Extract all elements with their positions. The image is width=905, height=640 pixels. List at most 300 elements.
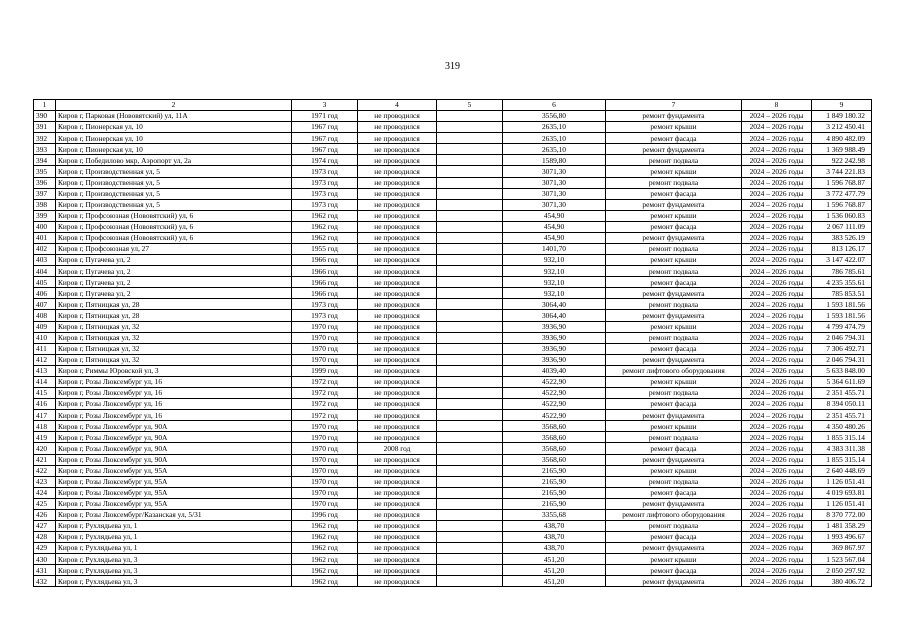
area-cell: 3568,60 [503, 432, 606, 443]
row-number-cell: 408 [34, 310, 56, 321]
cost-cell: 4 350 480.26 [812, 421, 872, 432]
last-repair-cell: не проводился [358, 210, 437, 221]
address-cell: Киров г, Розы Люксембург ул, 95А [56, 487, 292, 498]
work-type-cell: ремонт фасада [606, 443, 742, 454]
extra-cell [437, 111, 503, 122]
last-repair-cell: не проводился [358, 554, 437, 565]
table-row [34, 520, 872, 531]
work-type-cell: ремонт фундамента [606, 498, 742, 509]
period-cell: 2024 – 2026 годы [742, 144, 812, 155]
period-cell: 2024 – 2026 годы [742, 177, 812, 188]
address-cell: Киров г, Розы Люксембург ул, 90А [56, 432, 292, 443]
cost-cell: 2 046 794.31 [812, 354, 872, 365]
cost-cell: 1 849 180.32 [812, 111, 872, 122]
area-cell: 451,20 [503, 576, 606, 587]
last-repair-cell: не проводился [358, 155, 437, 166]
area-cell: 2165,90 [503, 476, 606, 487]
last-repair-cell: не проводился [358, 188, 437, 199]
table-row [34, 388, 872, 399]
area-cell: 3071,30 [503, 188, 606, 199]
extra-cell [437, 343, 503, 354]
work-type-cell: ремонт фасада [606, 221, 742, 232]
area-cell: 3064,40 [503, 310, 606, 321]
work-type-cell: ремонт подвала [606, 299, 742, 310]
table-row [34, 421, 872, 432]
build-year-cell: 1973 год [292, 299, 358, 310]
extra-cell [437, 554, 503, 565]
address-cell: Киров г, Розы Люксембург ул, 16 [56, 410, 292, 421]
work-type-cell: ремонт крыши [606, 166, 742, 177]
table-row [34, 432, 872, 443]
address-cell: Киров г, Пугачева ул, 2 [56, 255, 292, 266]
cost-cell: 8 370 772.00 [812, 509, 872, 520]
period-cell: 2024 – 2026 годы [742, 255, 812, 266]
area-cell: 2165,90 [503, 465, 606, 476]
period-cell: 2024 – 2026 годы [742, 155, 812, 166]
row-number-cell: 428 [34, 532, 56, 543]
cost-cell: 369 867.97 [812, 543, 872, 554]
address-cell: Киров г, Пятницкая ул, 32 [56, 343, 292, 354]
work-type-cell: ремонт крыши [606, 210, 742, 221]
last-repair-cell: не проводился [358, 332, 437, 343]
row-number-cell: 431 [34, 565, 56, 576]
last-repair-cell: не проводился [358, 388, 437, 399]
build-year-cell: 1999 год [292, 365, 358, 376]
area-cell: 1401,70 [503, 244, 606, 255]
table-row [34, 232, 872, 243]
work-type-cell: ремонт фасада [606, 188, 742, 199]
period-cell: 2024 – 2026 годы [742, 543, 812, 554]
row-number-cell: 427 [34, 520, 56, 531]
period-cell: 2024 – 2026 годы [742, 288, 812, 299]
cost-cell: 4 235 355.61 [812, 277, 872, 288]
area-cell: 3556,80 [503, 111, 606, 122]
extra-cell [437, 210, 503, 221]
work-type-cell: ремонт подвала [606, 476, 742, 487]
build-year-cell: 1962 год [292, 210, 358, 221]
extra-cell [437, 188, 503, 199]
work-type-cell: ремонт фундамента [606, 232, 742, 243]
cost-cell: 2 046 794.31 [812, 332, 872, 343]
last-repair-cell: не проводился [358, 465, 437, 476]
address-cell: Киров г, Производственная ул, 5 [56, 188, 292, 199]
row-number-cell: 425 [34, 498, 56, 509]
address-cell: Киров г, Пугачева ул, 2 [56, 277, 292, 288]
header-cell-col-6: 6 [503, 100, 606, 111]
cost-cell: 922 242.98 [812, 155, 872, 166]
address-cell: Киров г, Риммы Юровской ул, 3 [56, 365, 292, 376]
period-cell: 2024 – 2026 годы [742, 509, 812, 520]
work-type-cell: ремонт фасада [606, 565, 742, 576]
work-type-cell: ремонт подвала [606, 520, 742, 531]
work-type-cell: ремонт крыши [606, 255, 742, 266]
row-number-cell: 414 [34, 376, 56, 387]
area-cell: 1589,80 [503, 155, 606, 166]
extra-cell [437, 166, 503, 177]
table-row [34, 199, 872, 210]
area-cell: 3568,60 [503, 421, 606, 432]
table-row [34, 155, 872, 166]
area-cell: 2635,10 [503, 133, 606, 144]
last-repair-cell: не проводился [358, 199, 437, 210]
row-number-cell: 420 [34, 443, 56, 454]
area-cell: 932,10 [503, 266, 606, 277]
table-row [34, 532, 872, 543]
cost-cell: 4 890 482.09 [812, 133, 872, 144]
table-row [34, 399, 872, 410]
extra-cell [437, 410, 503, 421]
last-repair-cell: не проводился [358, 410, 437, 421]
area-cell: 438,70 [503, 520, 606, 531]
period-cell: 2024 – 2026 годы [742, 232, 812, 243]
period-cell: 2024 – 2026 годы [742, 565, 812, 576]
extra-cell [437, 299, 503, 310]
table-row [34, 111, 872, 122]
cost-cell: 1 126 051.41 [812, 476, 872, 487]
build-year-cell: 1973 год [292, 310, 358, 321]
extra-cell [437, 199, 503, 210]
work-type-cell: ремонт фундамента [606, 543, 742, 554]
build-year-cell: 1970 год [292, 465, 358, 476]
table-row [34, 188, 872, 199]
period-cell: 2024 – 2026 годы [742, 576, 812, 587]
cost-cell: 3 147 422.07 [812, 255, 872, 266]
table-row [34, 354, 872, 365]
build-year-cell: 1962 год [292, 565, 358, 576]
cost-cell: 4 799 474.79 [812, 321, 872, 332]
period-cell: 2024 – 2026 годы [742, 310, 812, 321]
period-cell: 2024 – 2026 годы [742, 487, 812, 498]
work-type-cell: ремонт фасада [606, 487, 742, 498]
work-type-cell: ремонт фундамента [606, 354, 742, 365]
table-row [34, 210, 872, 221]
address-cell: Киров г, Пятницкая ул, 32 [56, 321, 292, 332]
cost-cell: 5 633 848.00 [812, 365, 872, 376]
table-row [34, 565, 872, 576]
row-number-cell: 421 [34, 454, 56, 465]
work-type-cell: ремонт фасада [606, 277, 742, 288]
cost-cell: 3 744 221.83 [812, 166, 872, 177]
area-cell: 4522,90 [503, 388, 606, 399]
extra-cell [437, 244, 503, 255]
period-cell: 2024 – 2026 годы [742, 532, 812, 543]
work-type-cell: ремонт фундамента [606, 288, 742, 299]
row-number-cell: 404 [34, 266, 56, 277]
header-cell-col-7: 7 [606, 100, 742, 111]
address-cell: Киров г, Профсоюзная (Нововятский) ул, 6 [56, 221, 292, 232]
build-year-cell: 1962 год [292, 543, 358, 554]
period-cell: 2024 – 2026 годы [742, 399, 812, 410]
address-cell: Киров г, Пятницкая ул, 28 [56, 299, 292, 310]
area-cell: 3071,30 [503, 199, 606, 210]
row-number-cell: 422 [34, 465, 56, 476]
extra-cell [437, 543, 503, 554]
row-number-cell: 397 [34, 188, 56, 199]
last-repair-cell: 2008 год [358, 443, 437, 454]
last-repair-cell: не проводился [358, 299, 437, 310]
period-cell: 2024 – 2026 годы [742, 454, 812, 465]
last-repair-cell: не проводился [358, 576, 437, 587]
extra-cell [437, 144, 503, 155]
address-cell: Киров г, Производственная ул, 5 [56, 166, 292, 177]
period-cell: 2024 – 2026 годы [742, 354, 812, 365]
last-repair-cell: не проводился [358, 399, 437, 410]
area-cell: 454,90 [503, 210, 606, 221]
build-year-cell: 1970 год [292, 343, 358, 354]
housing-register-table [33, 99, 872, 587]
table-row [34, 498, 872, 509]
build-year-cell: 1962 год [292, 532, 358, 543]
cost-cell: 4 019 693.81 [812, 487, 872, 498]
header-cell-col-9: 9 [812, 100, 872, 111]
cost-cell: 785 853.51 [812, 288, 872, 299]
cost-cell: 4 383 311.38 [812, 443, 872, 454]
extra-cell [437, 376, 503, 387]
address-cell: Киров г, Профсоюзная ул, 27 [56, 244, 292, 255]
extra-cell [437, 388, 503, 399]
address-cell: Киров г, Профсоюзная (Нововятский) ул, 6 [56, 210, 292, 221]
cost-cell: 813 126.17 [812, 244, 872, 255]
extra-cell [437, 133, 503, 144]
last-repair-cell: не проводился [358, 432, 437, 443]
build-year-cell: 1970 год [292, 354, 358, 365]
period-cell: 2024 – 2026 годы [742, 266, 812, 277]
work-type-cell: ремонт подвала [606, 388, 742, 399]
extra-cell [437, 321, 503, 332]
address-cell: Киров г, Рухлядьева ул, 3 [56, 576, 292, 587]
last-repair-cell: не проводился [358, 532, 437, 543]
build-year-cell: 1970 год [292, 498, 358, 509]
table-row [34, 576, 872, 587]
row-number-cell: 407 [34, 299, 56, 310]
build-year-cell: 1973 год [292, 177, 358, 188]
work-type-cell: ремонт подвала [606, 332, 742, 343]
last-repair-cell: не проводился [358, 122, 437, 133]
table-row [34, 144, 872, 155]
build-year-cell: 1970 год [292, 321, 358, 332]
last-repair-cell: не проводился [358, 354, 437, 365]
extra-cell [437, 365, 503, 376]
row-number-cell: 399 [34, 210, 56, 221]
row-number-cell: 398 [34, 199, 56, 210]
table-row [34, 288, 872, 299]
row-number-cell: 395 [34, 166, 56, 177]
work-type-cell: ремонт подвала [606, 266, 742, 277]
address-cell: Киров г, Розы Люксембург ул, 95А [56, 498, 292, 509]
period-cell: 2024 – 2026 годы [742, 221, 812, 232]
header-cell-col-1: 1 [34, 100, 56, 111]
table-row [34, 299, 872, 310]
work-type-cell: ремонт подвала [606, 432, 742, 443]
area-cell: 4039,40 [503, 365, 606, 376]
cost-cell: 3 212 450.41 [812, 122, 872, 133]
area-cell: 932,10 [503, 277, 606, 288]
build-year-cell: 1972 год [292, 376, 358, 387]
build-year-cell: 1973 год [292, 188, 358, 199]
table-row [34, 365, 872, 376]
last-repair-cell: не проводился [358, 310, 437, 321]
work-type-cell: ремонт фасада [606, 133, 742, 144]
table-row [34, 443, 872, 454]
period-cell: 2024 – 2026 годы [742, 443, 812, 454]
work-type-cell: ремонт фундамента [606, 111, 742, 122]
row-number-cell: 411 [34, 343, 56, 354]
period-cell: 2024 – 2026 годы [742, 498, 812, 509]
extra-cell [437, 520, 503, 531]
work-type-cell: ремонт фундамента [606, 410, 742, 421]
work-type-cell: ремонт подвала [606, 155, 742, 166]
cost-cell: 786 785.61 [812, 266, 872, 277]
period-cell: 2024 – 2026 годы [742, 321, 812, 332]
work-type-cell: ремонт лифтового оборудования [606, 509, 742, 520]
cost-cell: 2 067 111.09 [812, 221, 872, 232]
last-repair-cell: не проводился [358, 277, 437, 288]
last-repair-cell: не проводился [358, 144, 437, 155]
table-row [34, 332, 872, 343]
area-cell: 2635,10 [503, 144, 606, 155]
row-number-cell: 424 [34, 487, 56, 498]
area-cell: 3568,60 [503, 454, 606, 465]
work-type-cell: ремонт фасада [606, 343, 742, 354]
header-cell-col-4: 4 [358, 100, 437, 111]
extra-cell [437, 498, 503, 509]
table-row [34, 554, 872, 565]
cost-cell: 2 640 448.69 [812, 465, 872, 476]
build-year-cell: 1970 год [292, 487, 358, 498]
last-repair-cell: не проводился [358, 376, 437, 387]
extra-cell [437, 565, 503, 576]
address-cell: Киров г, Парковая (Нововятский) ул, 11А [56, 111, 292, 122]
address-cell: Киров г, Пионерская ул, 10 [56, 133, 292, 144]
table-body [34, 111, 872, 587]
cost-cell: 380 406.72 [812, 576, 872, 587]
last-repair-cell: не проводился [358, 476, 437, 487]
period-cell: 2024 – 2026 годы [742, 133, 812, 144]
build-year-cell: 1966 год [292, 277, 358, 288]
work-type-cell: ремонт фундамента [606, 454, 742, 465]
last-repair-cell: не проводился [358, 421, 437, 432]
address-cell: Киров г, Производственная ул, 5 [56, 177, 292, 188]
extra-cell [437, 354, 503, 365]
period-cell: 2024 – 2026 годы [742, 554, 812, 565]
row-number-cell: 432 [34, 576, 56, 587]
address-cell: Киров г, Рухлядьева ул, 1 [56, 520, 292, 531]
page-number: 319 [445, 61, 460, 72]
row-number-cell: 410 [34, 332, 56, 343]
table-row [34, 255, 872, 266]
build-year-cell: 1962 год [292, 520, 358, 531]
area-cell: 2165,90 [503, 487, 606, 498]
extra-cell [437, 288, 503, 299]
last-repair-cell: не проводился [358, 565, 437, 576]
extra-cell [437, 509, 503, 520]
work-type-cell: ремонт крыши [606, 376, 742, 387]
work-type-cell: ремонт крыши [606, 321, 742, 332]
last-repair-cell: не проводился [358, 520, 437, 531]
address-cell: Киров г, Рухлядьева ул, 3 [56, 554, 292, 565]
area-cell: 932,10 [503, 288, 606, 299]
last-repair-cell: не проводился [358, 166, 437, 177]
period-cell: 2024 – 2026 годы [742, 166, 812, 177]
period-cell: 2024 – 2026 годы [742, 520, 812, 531]
table-row [34, 487, 872, 498]
period-cell: 2024 – 2026 годы [742, 421, 812, 432]
row-number-cell: 429 [34, 543, 56, 554]
row-number-cell: 413 [34, 365, 56, 376]
address-cell: Киров г, Розы Люксембург/Казанская ул, 5/31 [56, 509, 292, 520]
row-number-cell: 405 [34, 277, 56, 288]
build-year-cell: 1974 год [292, 155, 358, 166]
work-type-cell: ремонт крыши [606, 554, 742, 565]
build-year-cell: 1967 год [292, 133, 358, 144]
row-number-cell: 400 [34, 221, 56, 232]
period-cell: 2024 – 2026 годы [742, 343, 812, 354]
area-cell: 932,10 [503, 255, 606, 266]
period-cell: 2024 – 2026 годы [742, 465, 812, 476]
work-type-cell: ремонт фасада [606, 399, 742, 410]
work-type-cell: ремонт крыши [606, 465, 742, 476]
table-row [34, 509, 872, 520]
cost-cell: 1 481 358.29 [812, 520, 872, 531]
table-row [34, 244, 872, 255]
period-cell: 2024 – 2026 годы [742, 122, 812, 133]
period-cell: 2024 – 2026 годы [742, 365, 812, 376]
address-cell: Киров г, Розы Люксембург ул, 16 [56, 399, 292, 410]
extra-cell [437, 255, 503, 266]
build-year-cell: 1970 год [292, 421, 358, 432]
extra-cell [437, 277, 503, 288]
last-repair-cell: не проводился [358, 177, 437, 188]
area-cell: 438,70 [503, 543, 606, 554]
work-type-cell: ремонт фундамента [606, 310, 742, 321]
row-number-cell: 402 [34, 244, 56, 255]
period-cell: 2024 – 2026 годы [742, 388, 812, 399]
address-cell: Киров г, Пятницкая ул, 28 [56, 310, 292, 321]
build-year-cell: 1972 год [292, 410, 358, 421]
last-repair-cell: не проводился [358, 266, 437, 277]
row-number-cell: 394 [34, 155, 56, 166]
area-cell: 3936,90 [503, 332, 606, 343]
work-type-cell: ремонт фундамента [606, 144, 742, 155]
build-year-cell: 1967 год [292, 122, 358, 133]
table-row [34, 266, 872, 277]
work-type-cell: ремонт фундамента [606, 199, 742, 210]
period-cell: 2024 – 2026 годы [742, 111, 812, 122]
area-cell: 438,70 [503, 532, 606, 543]
build-year-cell: 1962 год [292, 221, 358, 232]
row-number-cell: 393 [34, 144, 56, 155]
extra-cell [437, 487, 503, 498]
row-number-cell: 396 [34, 177, 56, 188]
address-cell: Киров г, Розы Люксембург ул, 90А [56, 454, 292, 465]
cost-cell: 383 526.19 [812, 232, 872, 243]
cost-cell: 1 536 060.83 [812, 210, 872, 221]
cost-cell: 1 126 051.41 [812, 498, 872, 509]
last-repair-cell: не проводился [358, 288, 437, 299]
cost-cell: 2 351 455.71 [812, 410, 872, 421]
last-repair-cell: не проводился [358, 133, 437, 144]
cost-cell: 2 351 455.71 [812, 388, 872, 399]
extra-cell [437, 399, 503, 410]
cost-cell: 1 593 181.56 [812, 310, 872, 321]
row-number-cell: 390 [34, 111, 56, 122]
build-year-cell: 1971 год [292, 111, 358, 122]
area-cell: 3936,90 [503, 343, 606, 354]
address-cell: Киров г, Пионерская ул, 10 [56, 122, 292, 133]
work-type-cell: ремонт подвала [606, 177, 742, 188]
cost-cell: 8 394 050.11 [812, 399, 872, 410]
work-type-cell: ремонт крыши [606, 122, 742, 133]
